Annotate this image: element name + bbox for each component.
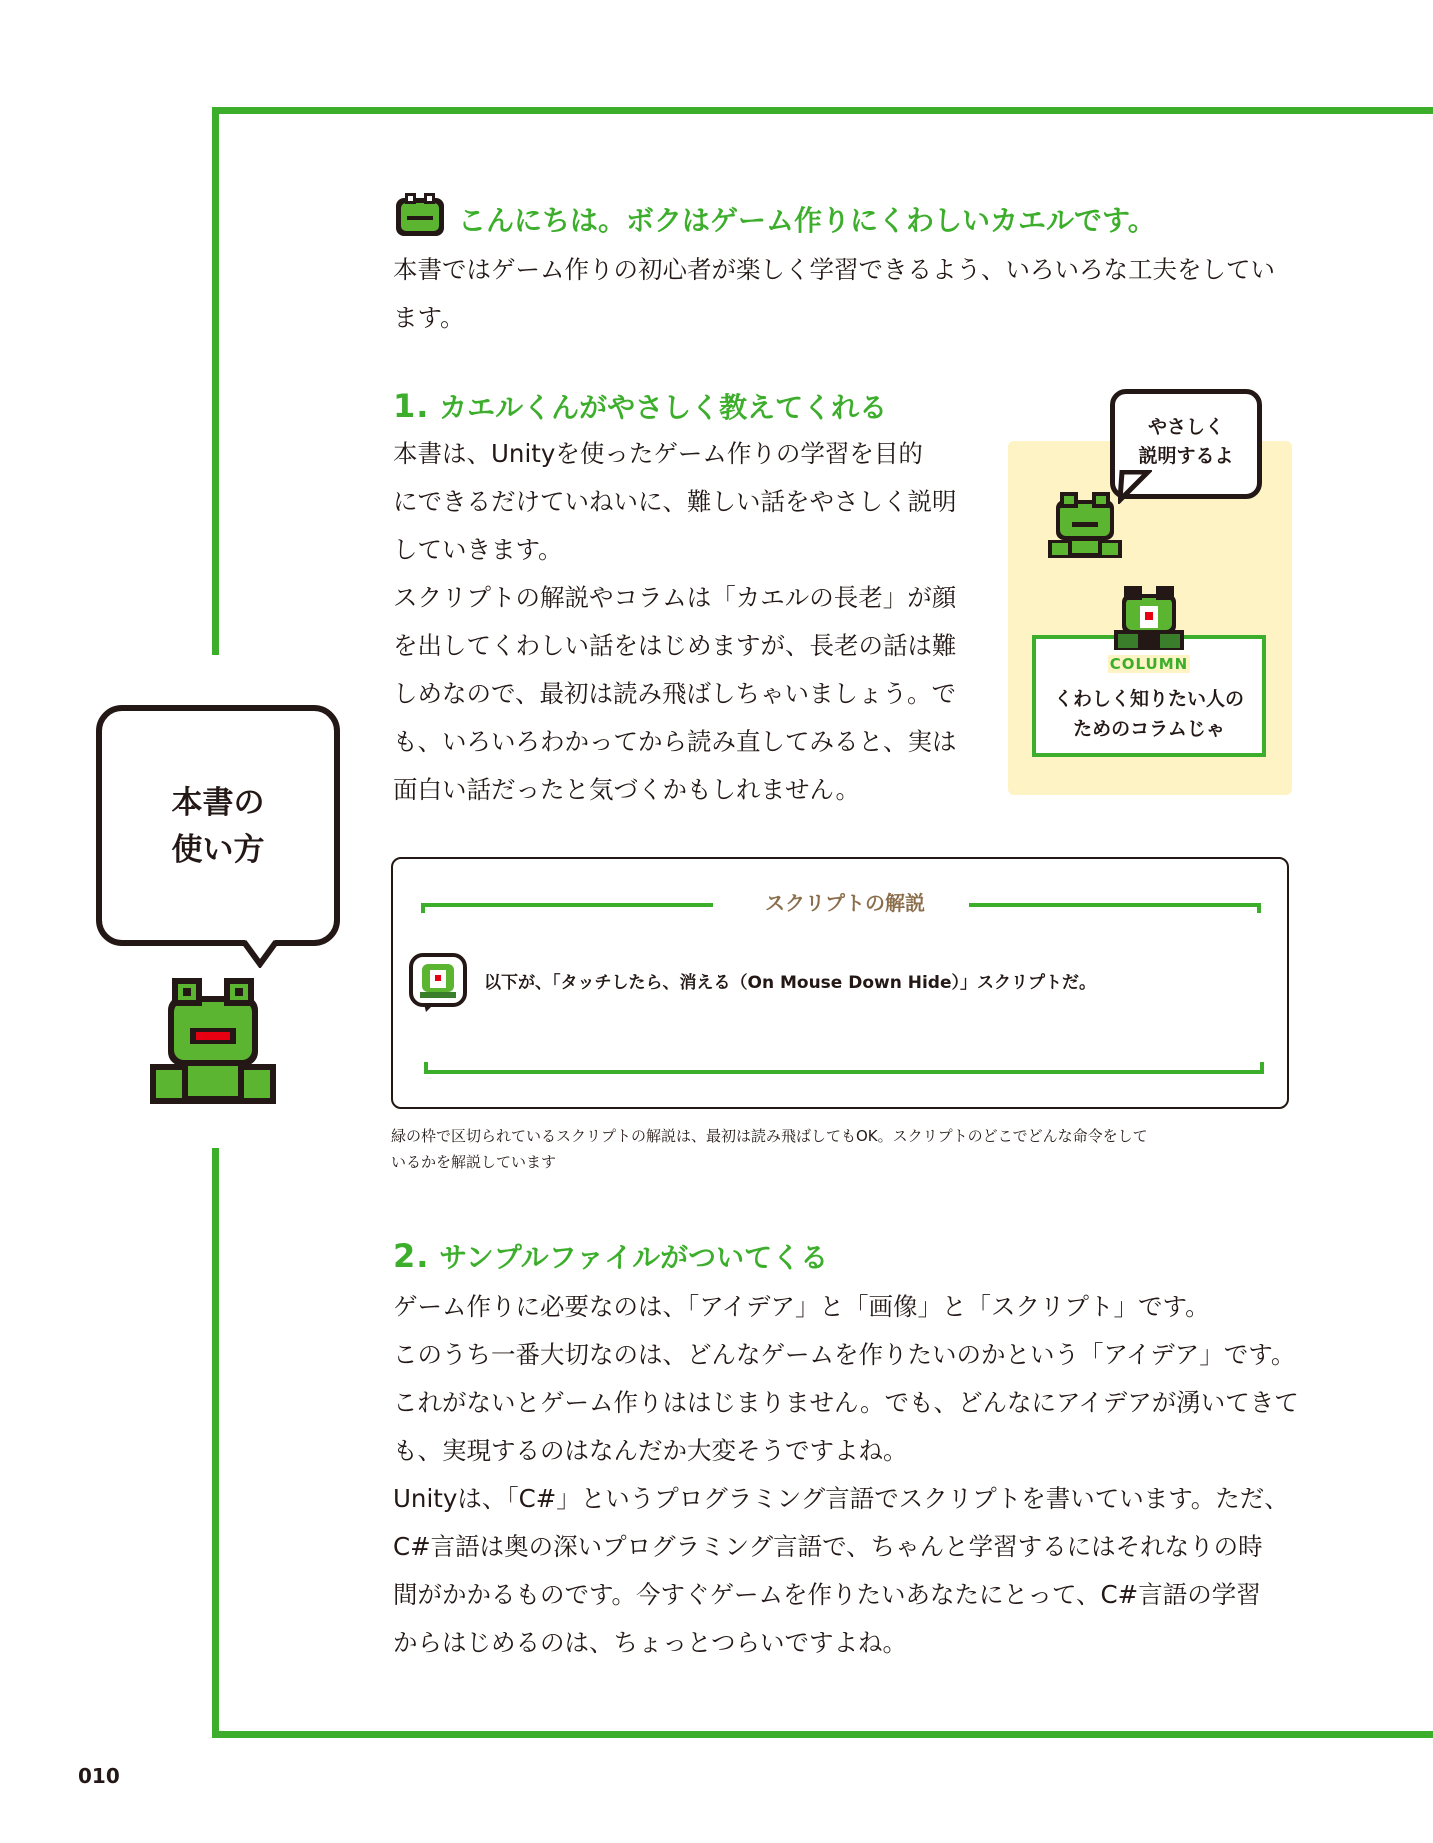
section2-line: C#言語は奥の深いプログラミング言語で、ちゃんと学習するにはそれなりの時 <box>393 1532 1263 1561</box>
script-frame-corner <box>424 1062 428 1074</box>
script-frame-corner <box>421 903 425 913</box>
page-frame-bottom <box>212 1731 1433 1738</box>
script-frame-bottom <box>424 1070 1264 1074</box>
intro-heading: こんにちは。ボクはゲーム作りにくわしいカエルです。 <box>458 204 1156 237</box>
script-box-title: スクリプトの解説 <box>765 891 925 915</box>
title-bubble-tail <box>240 938 280 968</box>
section1-line: しめなので、最初は読み飛ばしちゃいましょう。で <box>393 679 957 708</box>
section1-line: していきます。 <box>393 535 563 564</box>
section1-line: 本書は、Unityを使ったゲーム作りの学習を目的 <box>393 439 923 468</box>
section2-line: Unityは、「C#」というプログラミング言語でスクリプトを書いています。ただ、 <box>393 1484 1289 1513</box>
script-frame-corner <box>1260 1062 1264 1074</box>
section2-text <box>393 1283 1393 1667</box>
section1-line: 面白い話だったと気づくかもしれません。 <box>393 775 860 804</box>
column-text <box>1032 684 1266 744</box>
page-title <box>96 780 340 874</box>
section2-number: 2. <box>393 1237 430 1275</box>
page-frame-left-lower <box>212 1148 219 1738</box>
section2-line: も、実現するのはなんだか大変そうですよね。 <box>393 1436 908 1465</box>
frog-face-icon <box>393 192 447 238</box>
section2-line: からはじめるのは、ちょっとつらいですよね。 <box>393 1628 908 1657</box>
frog-small-icon <box>1046 490 1124 560</box>
section1-title: カエルくんがやさしく教えてくれる <box>439 391 888 424</box>
column-label: COLUMN <box>1109 655 1189 673</box>
script-frame-top-right <box>969 903 1261 907</box>
intro-line: 本書ではゲーム作りの初心者が楽しく学習できるよう、いろいろな工夫をしてい <box>393 255 1275 284</box>
section2-line: これがないとゲーム作りははじまりません。でも、どんなにアイデアが湧いてきて <box>393 1388 1299 1417</box>
page-title-line: 本書の <box>171 785 265 821</box>
elder-frog-icon <box>1112 586 1186 650</box>
page-frame-left-upper <box>212 107 219 655</box>
section1-line: を出してくわしい話をはじめますが、長老の話は難 <box>393 631 957 660</box>
column-line: くわしく知りたい人の <box>1053 688 1244 710</box>
section2-line: このうち一番大切なのは、どんなゲームを作りたいのかという「アイデア」です。 <box>393 1340 1296 1369</box>
speech-bubble-text <box>1110 413 1262 471</box>
section1-text <box>393 430 957 814</box>
intro-text <box>393 246 1275 342</box>
elder-frog-badge-icon <box>408 952 468 1014</box>
speech-line: 説明するよ <box>1138 445 1234 467</box>
caption-line: 緑の枠で区切られているスクリプトの解説は、最初は読み飛ばしてもOK。スクリプトのどこでどんな命令をして <box>391 1127 1148 1145</box>
section1-line: スクリプトの解説やコラムは「カエルの長老」が顔 <box>393 583 957 612</box>
script-frame-top-left <box>421 903 713 907</box>
speech-line: やさしく <box>1147 416 1224 438</box>
section2-line: 間がかかるものです。今すぐゲームを作りたいあなたにとって、C#言語の学習 <box>393 1580 1261 1609</box>
page-number: 010 <box>78 1764 120 1788</box>
frog-mascot-icon <box>148 978 278 1106</box>
caption-line: いるかを解説しています <box>391 1153 557 1171</box>
section2-title: サンプルファイルがついてくる <box>439 1241 829 1274</box>
column-line: ためのコラムじゃ <box>1073 718 1225 740</box>
section1-number: 1. <box>393 387 430 425</box>
section2-heading <box>393 1236 828 1276</box>
section1-line: も、いろいろわかってから読み直してみると、実は <box>393 727 957 756</box>
page-frame-top <box>212 107 1433 114</box>
section2-line: ゲーム作りに必要なのは、「アイデア」と「画像」と「スクリプト」です。 <box>393 1292 1210 1321</box>
page-title-line: 使い方 <box>171 832 265 868</box>
intro-line: ます。 <box>393 303 465 332</box>
section1-heading <box>393 386 887 426</box>
script-box-text: 以下が、「タッチしたら、消える（On Mouse Down Hide）」スクリプトだ。 <box>484 973 1097 993</box>
script-frame-corner <box>1257 903 1261 913</box>
section1-line: にできるだけていねいに、難しい話をやさしく説明 <box>393 487 957 516</box>
script-box-caption <box>391 1123 1148 1175</box>
